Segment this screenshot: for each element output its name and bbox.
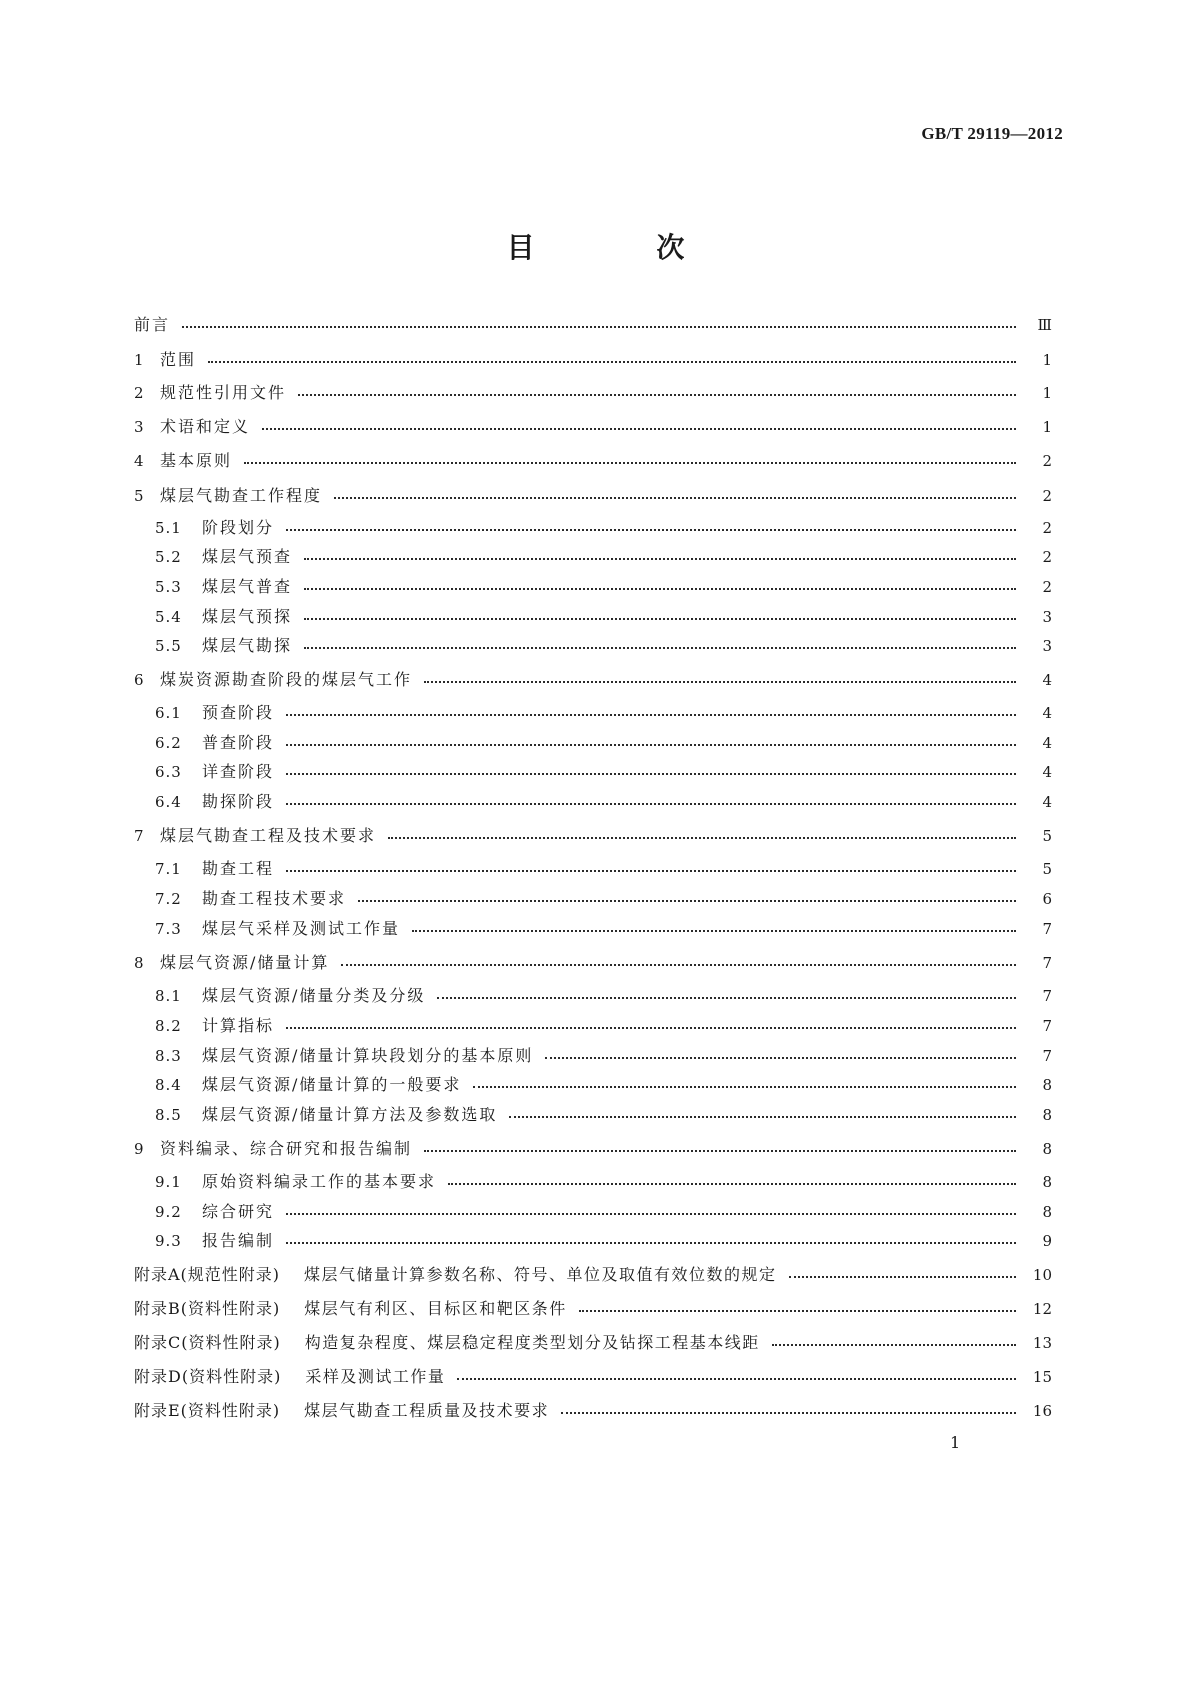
dot-leader: [286, 744, 1016, 746]
toc-appendix-row[interactable]: [134, 1294, 1052, 1324]
toc-entry-title: 预查阶段: [202, 703, 275, 722]
dot-leader: [286, 714, 1016, 716]
page-title: 目 次: [506, 231, 741, 264]
toc-entry-page: 16: [1032, 1402, 1052, 1420]
toc-entry-title: 采样及测试工作量: [305, 1367, 446, 1386]
toc-row[interactable]: [134, 728, 1052, 758]
toc-entry-page: 4: [1042, 704, 1052, 722]
toc-row[interactable]: [134, 310, 1052, 340]
toc-entry-number: 5.2: [155, 548, 182, 566]
toc-appendix-id: 附录A(规范性附录): [134, 1265, 281, 1284]
toc-entry-page: 4: [1042, 734, 1052, 752]
toc-appendix-row[interactable]: [134, 1396, 1052, 1426]
toc-entry-title: 煤层气资源/储量分类及分级: [202, 986, 426, 1005]
toc-entry-number: 4: [134, 452, 144, 470]
toc-entry-page: 2: [1042, 487, 1052, 505]
toc-row[interactable]: [134, 1041, 1052, 1071]
toc-row[interactable]: [134, 1134, 1052, 1164]
toc-entry-page: 4: [1042, 763, 1052, 781]
toc-row[interactable]: [134, 412, 1052, 442]
dot-leader: [304, 647, 1016, 649]
toc-entry-title: 原始资料编录工作的基本要求: [202, 1172, 437, 1191]
toc-entry-number: 8.4: [155, 1076, 182, 1094]
toc-entry-number: 9.3: [155, 1232, 182, 1250]
dot-leader: [579, 1310, 1016, 1312]
toc-entry-title: 基本原则: [160, 451, 233, 470]
toc-entry-number: 5: [134, 487, 144, 505]
toc-entry-page: 8: [1042, 1076, 1052, 1094]
toc-entry-page: 5: [1042, 827, 1052, 845]
toc-entry-title: 煤层气普查: [202, 577, 293, 596]
toc-entry-title: 煤层气资源/储量计算块段划分的基本原则: [202, 1046, 534, 1065]
toc-entry-number: 9.2: [155, 1203, 182, 1221]
toc-entry-number: 6: [134, 671, 144, 689]
dot-leader: [473, 1086, 1016, 1088]
dot-leader: [424, 1150, 1016, 1152]
toc-row[interactable]: [134, 914, 1052, 944]
toc-row[interactable]: [134, 481, 1052, 511]
toc-entry-page: 4: [1042, 671, 1052, 689]
toc-entry-title: 报告编制: [202, 1231, 275, 1250]
toc-row[interactable]: [134, 698, 1052, 728]
toc-row[interactable]: [134, 345, 1052, 375]
toc-row[interactable]: [134, 787, 1052, 817]
dot-leader: [286, 1027, 1016, 1029]
toc-entry-page: 9: [1042, 1232, 1052, 1250]
toc-appendix-id: 附录B(资料性附录): [134, 1299, 281, 1318]
dot-leader: [208, 361, 1016, 363]
dot-leader: [509, 1116, 1016, 1118]
dot-leader: [561, 1412, 1016, 1414]
dot-leader: [437, 997, 1016, 999]
dot-leader: [412, 930, 1016, 932]
toc-entry-page: 8: [1042, 1203, 1052, 1221]
toc-entry-title: 综合研究: [202, 1202, 275, 1221]
toc-entry-number: 6.4: [155, 793, 182, 811]
toc-entry-number: 8: [134, 954, 144, 972]
toc-row[interactable]: [134, 1070, 1052, 1100]
dot-leader: [448, 1183, 1016, 1185]
dot-leader: [334, 497, 1016, 499]
toc-row[interactable]: [134, 542, 1052, 572]
toc-entry-number: 7.3: [155, 920, 182, 938]
toc-entry-title: 煤炭资源勘查阶段的煤层气工作: [160, 670, 413, 689]
page-number: 1: [950, 1433, 961, 1452]
toc-entry-page: 7: [1042, 1017, 1052, 1035]
dot-leader: [286, 529, 1016, 531]
toc-row[interactable]: [134, 1100, 1052, 1130]
toc-entry-title: 煤层气勘查工作程度: [160, 486, 323, 505]
toc-entry-page: 8: [1042, 1173, 1052, 1191]
toc-entry-page: 8: [1042, 1140, 1052, 1158]
toc-entry-number: 2: [134, 384, 144, 402]
toc-entry-page: 13: [1032, 1334, 1052, 1352]
dot-leader: [789, 1276, 1016, 1278]
toc-entry-number: 8.5: [155, 1106, 182, 1124]
toc-entry-page: 7: [1042, 1047, 1052, 1065]
toc-entry-page: 1: [1042, 418, 1052, 436]
toc-row[interactable]: [134, 1167, 1052, 1197]
dot-leader: [341, 964, 1016, 966]
dot-leader: [424, 681, 1016, 683]
toc-entry-page: Ⅲ: [1037, 316, 1052, 334]
toc-row[interactable]: [134, 446, 1052, 476]
toc-entry-page: 12: [1032, 1300, 1052, 1318]
toc-entry-title: 煤层气勘探: [202, 636, 293, 655]
toc-entry-number: 5.1: [155, 519, 182, 537]
toc-row[interactable]: [134, 572, 1052, 602]
toc-entry-title: 术语和定义: [160, 417, 251, 436]
toc-entry-number: 5.4: [155, 608, 182, 626]
toc-entry-page: 2: [1042, 578, 1052, 596]
toc-entry-number: 6.1: [155, 704, 182, 722]
toc-entry-page: 3: [1042, 637, 1052, 655]
toc-entry-title: 勘查工程: [202, 859, 275, 878]
toc-appendix-id: 附录E(资料性附录): [134, 1401, 281, 1420]
toc-row[interactable]: [134, 854, 1052, 884]
dot-leader: [182, 326, 1016, 328]
toc-row[interactable]: [134, 1011, 1052, 1041]
toc-appendix-row[interactable]: [134, 1328, 1052, 1358]
toc-row[interactable]: [134, 631, 1052, 661]
toc-appendix-id: 附录C(资料性附录): [134, 1333, 281, 1352]
toc-entry-page: 2: [1042, 519, 1052, 537]
toc-row[interactable]: [134, 981, 1052, 1011]
toc-entry-title: 构造复杂程度、煤层稳定程度类型划分及钻探工程基本线距: [304, 1333, 760, 1352]
dot-leader: [298, 394, 1016, 396]
toc-appendix-row[interactable]: [134, 1260, 1052, 1290]
standard-code: GB/T 29119—2012: [921, 124, 1063, 143]
toc-entry-page: 10: [1032, 1266, 1052, 1284]
toc-entry-page: 2: [1042, 452, 1052, 470]
toc-entry-title: 勘探阶段: [202, 792, 275, 811]
dot-leader: [304, 618, 1016, 620]
toc-entry-number: 6.2: [155, 734, 182, 752]
toc-entry-title: 煤层气采样及测试工作量: [202, 919, 401, 938]
toc-entry-title: 煤层气预查: [202, 547, 293, 566]
toc-row[interactable]: [134, 513, 1052, 543]
toc-row[interactable]: [134, 821, 1052, 851]
toc-row[interactable]: [134, 378, 1052, 408]
toc-entry-page: 15: [1032, 1368, 1052, 1386]
toc-entry-page: 3: [1042, 608, 1052, 626]
dot-leader: [304, 558, 1016, 560]
toc-entry-title: 煤层气资源/储量计算方法及参数选取: [202, 1105, 498, 1124]
toc-entry-title: 计算指标: [202, 1016, 275, 1035]
dot-leader: [388, 837, 1016, 839]
toc-entry-page: 2: [1042, 548, 1052, 566]
toc-entry-page: 4: [1042, 793, 1052, 811]
dot-leader: [286, 773, 1016, 775]
toc-entry-title: 煤层气资源/储量计算: [160, 953, 330, 972]
toc-entry-title: 煤层气有利区、目标区和靶区条件: [304, 1299, 567, 1318]
dot-leader: [545, 1057, 1016, 1059]
toc-entry-page: 8: [1042, 1106, 1052, 1124]
toc-row[interactable]: [134, 1197, 1052, 1227]
toc-entry-title: 煤层气勘查工程及技术要求: [160, 826, 377, 845]
toc-entry-title: 资料编录、综合研究和报告编制: [160, 1139, 413, 1158]
toc-entry-title: 范围: [160, 350, 197, 369]
dot-leader: [304, 588, 1016, 590]
toc-entry-number: 1: [134, 351, 144, 369]
dot-leader: [772, 1344, 1016, 1346]
toc-entry-page: 6: [1042, 890, 1052, 908]
toc-entry-title: 煤层气预探: [202, 607, 293, 626]
toc-entry-title: 普查阶段: [202, 733, 275, 752]
toc-entry-page: 7: [1042, 987, 1052, 1005]
toc-entry-number: 9: [134, 1140, 144, 1158]
toc-entry-title: 勘查工程技术要求: [202, 889, 347, 908]
toc-entry-number: 7.2: [155, 890, 182, 908]
toc-entry-number: 6.3: [155, 763, 182, 781]
toc-entry-title: 煤层气储量计算参数名称、符号、单位及取值有效位数的规定: [304, 1265, 777, 1284]
dot-leader: [244, 462, 1016, 464]
toc-entry-title: 阶段划分: [202, 518, 275, 537]
toc-entry-page: 1: [1042, 351, 1052, 369]
toc-entry-number: 8.1: [155, 987, 182, 1005]
dot-leader: [286, 1242, 1016, 1244]
toc-entry-number: 7: [134, 827, 144, 845]
dot-leader: [457, 1378, 1016, 1380]
toc-row[interactable]: [134, 884, 1052, 914]
toc-entry-number: 8.3: [155, 1047, 182, 1065]
toc-entry-title: 前言: [134, 315, 171, 334]
toc-row[interactable]: [134, 757, 1052, 787]
dot-leader: [286, 870, 1016, 872]
toc-row[interactable]: [134, 665, 1052, 695]
dot-leader: [286, 803, 1016, 805]
dot-leader: [358, 900, 1016, 902]
toc-entry-title: 煤层气勘查工程质量及技术要求: [304, 1401, 550, 1420]
toc-entry-number: 7.1: [155, 860, 182, 878]
toc-entry-page: 5: [1042, 860, 1052, 878]
toc-entry-title: 煤层气资源/储量计算的一般要求: [202, 1075, 462, 1094]
toc-appendix-id: 附录D(资料性附录): [134, 1367, 282, 1386]
toc-appendix-row[interactable]: [134, 1362, 1052, 1392]
toc-entry-title: 规范性引用文件: [160, 383, 287, 402]
toc-entry-page: 1: [1042, 384, 1052, 402]
toc-entry-page: 7: [1042, 920, 1052, 938]
toc-entry-number: 9.1: [155, 1173, 182, 1191]
toc-entry-page: 7: [1042, 954, 1052, 972]
toc-entry-number: 8.2: [155, 1017, 182, 1035]
dot-leader: [286, 1213, 1016, 1215]
dot-leader: [262, 428, 1016, 430]
toc-row[interactable]: [134, 1226, 1052, 1256]
toc-entry-number: 3: [134, 418, 144, 436]
toc-entry-title: 详查阶段: [202, 762, 275, 781]
toc-entry-number: 5.5: [155, 637, 182, 655]
toc-row[interactable]: [134, 602, 1052, 632]
toc-entry-number: 5.3: [155, 578, 182, 596]
toc-row[interactable]: [134, 948, 1052, 978]
